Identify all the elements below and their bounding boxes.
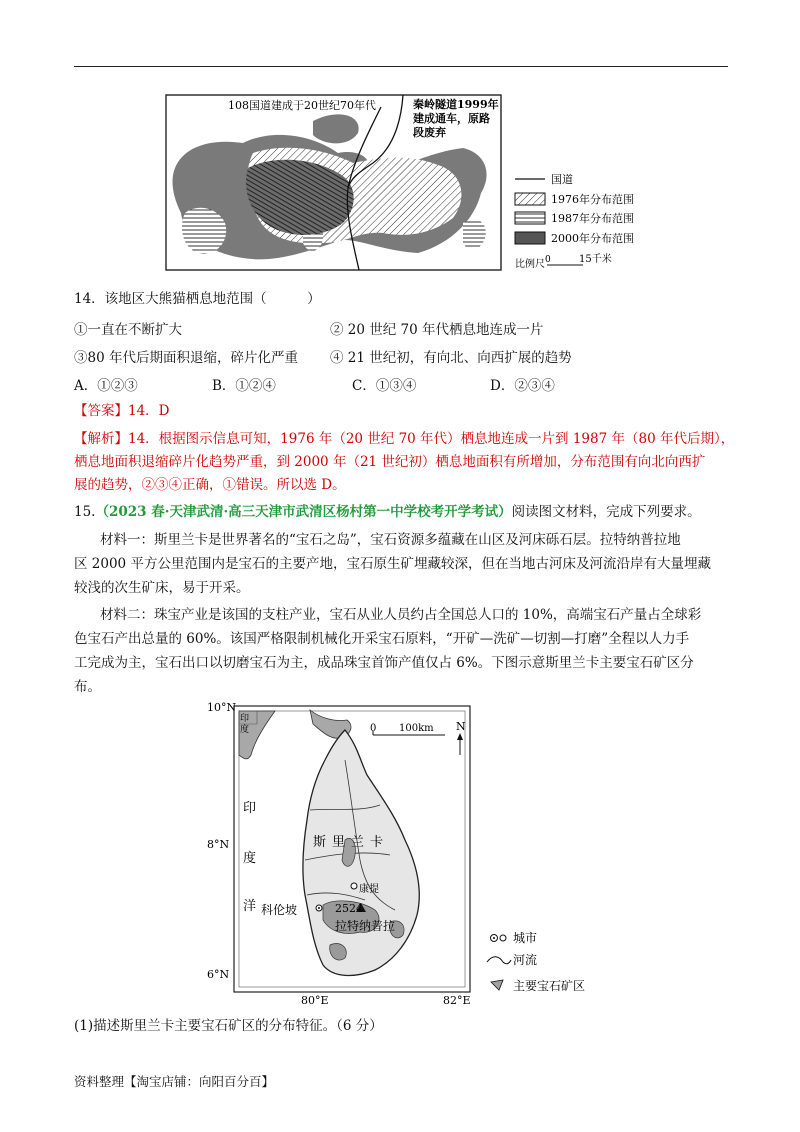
legend-1976-swatch xyxy=(515,193,545,205)
header-rule xyxy=(74,66,728,67)
scale-label: 比例尺 xyxy=(515,259,545,270)
q15-material2-4: 布。 xyxy=(74,679,101,695)
legend-river: 河流 xyxy=(513,953,538,967)
legend-gem: 主要宝石矿区 xyxy=(513,979,586,993)
q15-material1-1: 材料一：斯里兰卡是世界著名的“宝石之岛”，宝石资源多蕴藏在山区及河床砾石层。拉特纳普拉地 xyxy=(100,532,681,548)
q14-analysis-3: 展的趋势，②③④正确，①错误。所以选 D。 xyxy=(74,477,346,493)
scale-zero: 0 xyxy=(545,255,551,265)
tunnel-note-3: 段废弃 xyxy=(413,126,446,139)
q15-material2-2: 色宝石产出总量的 60%。该国严格限制机械化开采宝石原料，“开矿—洗矿—切割—打磨”全程以人力手 xyxy=(74,631,690,647)
tunnel-note-1: 秦岭隧道1999年 xyxy=(413,98,499,111)
lat-8: 8°N xyxy=(207,838,230,851)
ocean-label-1: 印 xyxy=(243,801,257,816)
kandy-marker xyxy=(351,883,357,889)
legend-gem-swatch xyxy=(491,980,503,990)
legend-road: 国道 xyxy=(551,173,573,186)
lat-6: 6°N xyxy=(207,968,230,981)
kandy-label: 康提 xyxy=(359,884,379,895)
country-label: 斯里兰卡 xyxy=(313,835,390,850)
q15-number: 15. xyxy=(74,504,96,520)
q14-option-b: B．①②④ xyxy=(212,378,276,394)
lat-10: 10°N xyxy=(207,701,237,714)
q14-analysis-2: 栖息地面积退缩碎片化趋势严重，到 2000 年（21 世纪初）栖息地面积有所增加，分布范围有向北向西扩 xyxy=(74,454,706,470)
q14-option-d: D．②③④ xyxy=(490,378,555,394)
ocean-label-2: 度 xyxy=(243,851,257,866)
q15-material2-1: 材料二：珠宝产业是该国的支柱产业，宝石从业人员约占全国总人口的 10%，高端宝石产量占全球彩 xyxy=(100,607,702,623)
q14-stem: 14．该地区大熊猫栖息地范围（ ） xyxy=(74,291,321,307)
scale-value: 15千米 xyxy=(579,254,612,265)
q15-material1-3: 较浅的次生矿床，易于开采。 xyxy=(74,580,250,596)
q15-material1-2: 区 2000 平方公里范围内是宝石的主要产地，宝石原生矿埋藏较深，但在当地古河床及河流沿岸有大量埋藏 xyxy=(74,556,711,572)
q14-statement-1: ①一直在不断扩大 xyxy=(74,322,182,338)
q15-material2-3: 工完成为主，宝石出口以切磨宝石为主，成品珠宝首饰产值仅占 6%。下图示意斯里兰卡主要宝石矿区分 xyxy=(74,655,694,671)
india-label-1: 印 xyxy=(240,714,250,724)
legend-2000-swatch xyxy=(515,232,545,244)
q15-source: （2023 春·天津武清·高三天津市武清区杨村第一中学校考开学考试） xyxy=(95,504,512,520)
q14-option-a: A．①②③ xyxy=(74,378,138,394)
q14-analysis-1: 【解析】14．根据图示信息可知，1976 年（20 世纪 70 年代）栖息地连成一片到 1987 年（80 年代后期）， xyxy=(74,431,735,447)
road-note: 108国道建成于20世纪70年代 xyxy=(228,99,376,112)
legend-city: 城市 xyxy=(513,931,538,945)
scale100: 100km xyxy=(399,723,434,734)
legend-1987: 1987年分布范围 xyxy=(551,212,634,225)
sri-lanka-gem-map xyxy=(185,700,605,1016)
q14-statement-3: ③80 年代后期面积退缩，碎片化严重 xyxy=(74,350,298,366)
q14-statement-4: ④ 21 世纪初，有向北、向西扩展的趋势 xyxy=(330,350,572,366)
q15-intro: 阅读图文材料，完成下列要求。 xyxy=(511,504,701,520)
legend-river-swatch xyxy=(487,957,511,964)
range-2000-north xyxy=(313,114,359,143)
panda-habitat-map xyxy=(163,93,661,273)
lon-80: 80°E xyxy=(301,994,329,1007)
q15-header xyxy=(74,502,701,522)
lon-82: 82°E xyxy=(443,994,471,1007)
peak-label: 2524 xyxy=(335,902,363,915)
legend-1987-swatch xyxy=(515,212,545,224)
ratnapura-label: 拉特纳普拉 xyxy=(335,919,396,933)
q14-option-c: C．①③④ xyxy=(352,378,417,394)
q15-sub1: (1)描述斯里兰卡主要宝石矿区的分布特征。（6 分） xyxy=(74,1018,383,1034)
q14-answer: 【答案】14．D xyxy=(74,403,170,419)
tunnel-note-2: 建成通车，原路 xyxy=(413,112,490,125)
legend-1976: 1976年分布范围 xyxy=(551,193,634,206)
india-label-2: 度 xyxy=(240,725,250,735)
north-label: N xyxy=(456,720,466,733)
ocean-label-3: 洋 xyxy=(243,899,257,914)
scale0: 0 xyxy=(370,723,377,734)
q14-statement-2: ② 20 世纪 70 年代栖息地连成一片 xyxy=(330,322,544,338)
colombo-label: 科伦坡 xyxy=(261,903,298,917)
footer-source: 资料整理【淘宝店铺：向阳百分百】 xyxy=(74,1074,275,1089)
legend-2000: 2000年分布范围 xyxy=(551,232,634,245)
